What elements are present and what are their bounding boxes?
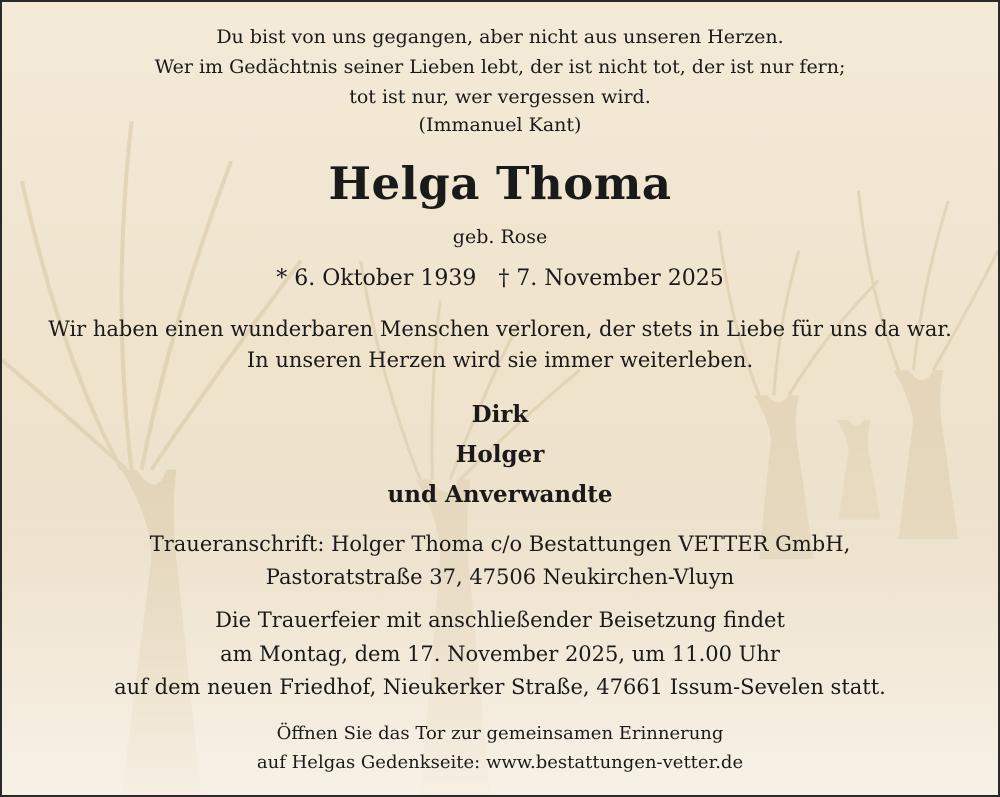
message-line: Wir haben einen wunderbaren Menschen verloren, der stets in Liebe für uns da war. <box>48 317 952 341</box>
address-line: Pastoratstraße 37, 47506 Neukirchen-Vluyn <box>265 565 735 589</box>
memorial-page-link: auf Helgas Gedenkseite: www.bestattungen-vetter.de <box>256 752 744 773</box>
quote-author: (Immanuel Kant) <box>418 114 582 136</box>
quote-line: Du bist von uns gegangen, aber nicht aus unseren Herzen. <box>216 26 784 48</box>
address-line: Traueranschrift: Holger Thoma c/o Bestattungen VETTER GmbH, <box>149 532 851 556</box>
deceased-name: Helga Thoma <box>328 157 672 210</box>
ceremony-line: auf dem neuen Friedhof, Nieukerker Straße, 47661 Issum-Sevelen statt. <box>114 675 886 699</box>
quote-line: Wer im Gedächtnis seiner Lieben lebt, der ist nicht tot, der ist nur fern; <box>154 56 846 78</box>
death-date: † 7. November 2025 <box>498 266 724 291</box>
quote-line: tot ist nur, wer vergessen wird. <box>349 86 651 108</box>
birth-date: * 6. Oktober 1939 <box>276 266 477 291</box>
life-dates <box>2 266 998 291</box>
message-line: In unseren Herzen wird sie immer weiterleben. <box>246 348 754 372</box>
mourner-name: Dirk <box>471 401 529 428</box>
mourner-name: Holger <box>455 441 545 468</box>
ceremony-line: am Montag, dem 17. November 2025, um 11.00 Uhr <box>220 642 780 666</box>
maiden-name: geb. Rose <box>452 226 548 248</box>
ceremony-line: Die Trauerfeier mit anschließender Beisetzung findet <box>215 608 785 632</box>
memorial-line: Öffnen Sie das Tor zur gemeinsamen Erinnerung <box>276 723 724 744</box>
mourner-name: und Anverwandte <box>387 481 613 508</box>
